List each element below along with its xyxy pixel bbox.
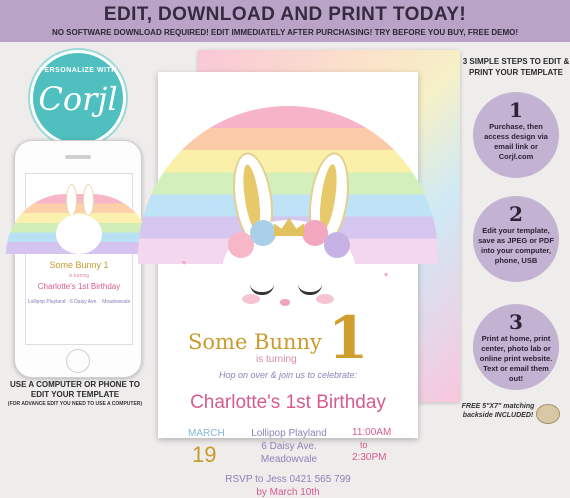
corjl-badge-top-text: PERSONALIZE WITH [39, 67, 117, 74]
invite-hop-line: Hop on over & join us to celebrate: [218, 370, 358, 380]
heart-icon: ♥ [384, 272, 389, 279]
phone-bunny-ears [64, 184, 94, 218]
invite-venue-line2: 6 Daisy Ave. [261, 441, 317, 452]
step-3 [473, 304, 559, 390]
step-3-number: 3 [509, 310, 523, 334]
phone-screen [25, 173, 133, 345]
step-1-number: 1 [509, 98, 523, 122]
invite-time-start: 11:00AM [352, 427, 392, 438]
invite-title: Some Bunny [188, 330, 322, 354]
invite-rsvp: RSVP to Jess 0421 565 799 [225, 474, 351, 485]
bunny-left-cheek [242, 294, 260, 304]
invite-turning: is turning [256, 354, 297, 365]
invite-day: 19 [192, 442, 217, 467]
invite-time-end: 2:30PM [352, 452, 387, 463]
phone-invite-title: Some Bunny 1 [49, 260, 109, 270]
flower-icon [250, 220, 276, 246]
invite-month: MARCH [188, 428, 225, 439]
invite-venue-line1: Lollipop Playland [251, 428, 327, 439]
invite-name: Charlotte's 1st Birthday [190, 392, 386, 413]
phone-invite-details: Lollipop Playland · 6 Daisy Ave. · Meadowvale [27, 299, 131, 305]
invite-number: 1 [328, 304, 369, 372]
phone-speaker [65, 155, 91, 159]
corjl-logo: Corjl [38, 80, 118, 118]
phone-mockup [14, 140, 142, 378]
step-1-text: Purchase, then access design via email link or Corjl.com [484, 122, 548, 161]
corjl-badge [30, 50, 126, 146]
invite-venue [234, 427, 344, 466]
invite-venue-line3: Meadowvale [260, 454, 318, 465]
palette-icon [536, 404, 560, 424]
flower-icon [324, 232, 350, 258]
step-2 [473, 196, 559, 282]
bunny-nose [280, 299, 290, 306]
phone-invite-name: Charlotte's 1st Birthday [37, 282, 121, 291]
phone-bunny-face [56, 214, 102, 254]
phone-home-button [66, 349, 90, 373]
step-1 [473, 92, 559, 178]
invite-rsvp-by: by March 10th [256, 487, 320, 498]
invitation-card [158, 72, 418, 498]
bunny-right-cheek [316, 294, 334, 304]
subheadline: NO SOFTWARE DOWNLOAD REQUIRED! EDIT IMMEDIATELY AFTER PURCHASING! TRY BEFORE YOU BUY, FREE DEMO! [51, 28, 519, 37]
phone-caption: USE A COMPUTER OR PHONE TO EDIT YOUR TEMPLATE [10, 380, 140, 399]
step-2-text: Edit your template, save as JPEG or PDF into your computer, phone, USB [478, 226, 554, 265]
step-3-text: Print at home, print center, photo lab or online print website. Text or email them out! [479, 334, 553, 383]
phone-invite-turning: is turning [68, 273, 90, 279]
free-backside-note: FREE 5"X7" matching backside INCLUDED! [461, 403, 535, 419]
headline: EDIT, DOWNLOAD AND PRINT TODAY! [103, 4, 467, 25]
steps-title: 3 SIMPLE STEPS TO EDIT & PRINT YOUR TEMPLATE [462, 57, 570, 77]
heart-icon: ♥ [182, 260, 187, 267]
step-2-number: 2 [509, 202, 523, 226]
invite-time-to: to [360, 440, 368, 450]
phone-subcaption: (FOR ADVANCE EDIT YOU NEED TO USE A COMPUTER) [7, 401, 143, 407]
